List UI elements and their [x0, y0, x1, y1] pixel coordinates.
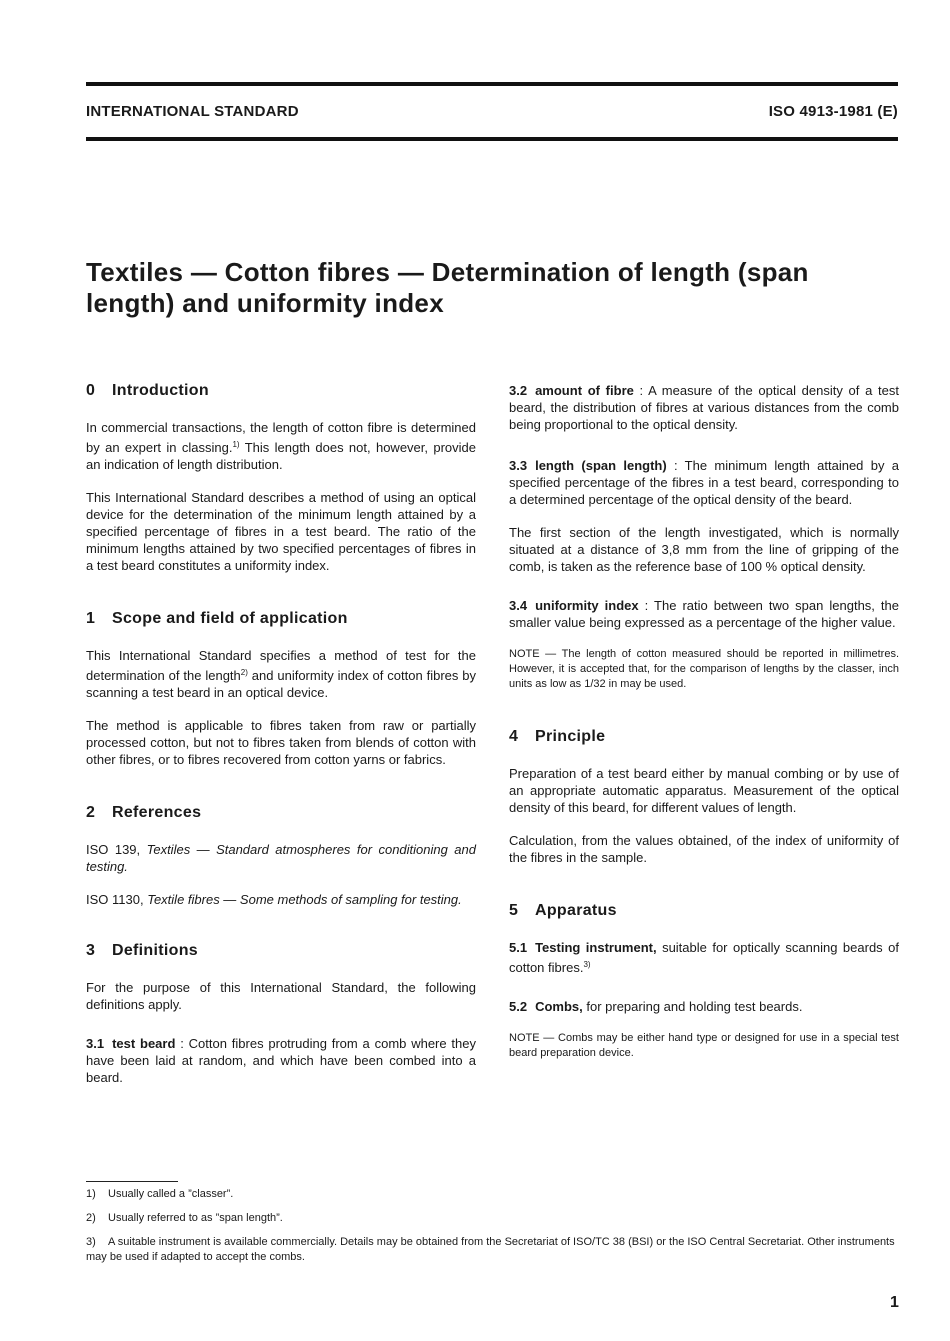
section-title: Definitions: [112, 942, 198, 959]
title-line-1: Textiles — Cotton fibres — Determination of length (span: [86, 257, 809, 287]
header-doc-id: ISO 4913-1981 (E): [768, 103, 898, 120]
footnote-rule: [86, 1181, 178, 1182]
footnote-text: Usually referred to as ”span length”.: [108, 1212, 283, 1224]
defined-term: test beard: [112, 1036, 176, 1051]
section-title: Principle: [535, 728, 606, 745]
footnote-2: [86, 1211, 906, 1226]
defined-term: amount of fibre: [535, 383, 634, 398]
principle-paragraph-1: Preparation of a test beard either by manual combing or by use of an appropriate automatic apparatus. Measurement of the optical density of this beard, for different values of length.: [509, 766, 899, 815]
section-principle-heading: [509, 728, 899, 745]
footnote-text: A suitable instrument is available commercially. Details may be obtained from the Secretariat of ISO/TC 38 (BSI) or the ISO Central Secretariat. Other instruments may be used if adapted to accept the combs.: [86, 1236, 895, 1263]
definition-3-2: [509, 382, 899, 433]
apparatus-5-1: [509, 939, 899, 976]
clause-number: 5.2: [509, 999, 528, 1014]
definition-3-4: [509, 597, 899, 631]
left-column: [86, 382, 476, 1102]
section-references-heading: [86, 804, 476, 821]
header-bottom-rule: [86, 137, 898, 141]
title-line-2: length) and uniformity index: [86, 288, 444, 318]
footnote-number: 1): [86, 1188, 96, 1200]
clause-text: suitable for optically scanning beards of cotton fibres.: [509, 940, 899, 975]
defined-term: Combs,: [535, 999, 583, 1014]
scope-paragraph-2: The method is applicable to fibres taken from raw or partially processed cotton, but not to fibres taken from blends of cotton with other fibres, or to fibres recovered from cotton yarns or fabrics.: [86, 718, 476, 767]
apparatus-5-2: [509, 998, 899, 1015]
clause-text: for preparing and holding test beards.: [582, 999, 803, 1014]
section-introduction-heading: [86, 382, 476, 399]
clause-number: 3.2: [509, 383, 528, 398]
text: This International Standard specifies a method of test for the determination of the length: [86, 648, 476, 683]
page-number: 1: [890, 1294, 899, 1311]
clause-number: 5.1: [509, 940, 528, 955]
footnote-number: 2): [86, 1212, 96, 1224]
page-title: [86, 257, 906, 319]
intro-paragraph-1: [86, 419, 476, 473]
section-number: 1: [86, 610, 96, 627]
principle-paragraph-2: Calculation, from the values obtained, of the index of uniformity of the fibres in the sample.: [509, 833, 899, 865]
header-top-rule: [86, 82, 898, 86]
definition-text: : The minimum length attained by a specified percentage of the fibres in a test beard, corresponding to a determined percentage of the optical density of the beard.: [509, 458, 899, 507]
section-number: 3: [86, 942, 96, 959]
clause-number: 3.3: [509, 458, 528, 473]
defined-term: Testing instrument,: [535, 940, 657, 955]
definition-3-3: [509, 457, 899, 508]
reference-code: ISO 139,: [86, 842, 141, 857]
footnote-ref: 2): [240, 668, 248, 677]
defined-term: uniformity index: [535, 598, 639, 613]
definition-text: : Cotton fibres protruding from a comb where they have been laid at random, and which have been combed into a beard.: [86, 1036, 476, 1085]
section-number: 0: [86, 382, 96, 399]
definition-3-3-paragraph-2: The first section of the length investigated, which is normally situated at a distance of 3,8 mm from the line of gripping of the comb, is taken as the reference base of 100 % optical density.: [509, 525, 899, 574]
clause-number: 3.4: [509, 598, 528, 613]
reference-iso-139: [86, 841, 476, 875]
section-number: 5: [509, 902, 519, 919]
section-title: Apparatus: [535, 902, 617, 919]
footnote-number: 3): [86, 1236, 96, 1248]
text: This length does not, however, provide an indication of length distribution.: [86, 440, 476, 472]
clause-number: 3.1: [86, 1036, 105, 1051]
definitions-note: NOTE — The length of cotton measured should be reported in millimetres. However, it is accepted that, for the comparison of lengths by the classer, inch units as low as 1/32 in may be used.: [509, 648, 899, 690]
section-title: Scope and field of application: [112, 610, 348, 627]
definition-text: : A measure of the optical density of a test beard, the distribution of fibres at various distances from the comb being proportional to the optical density.: [509, 383, 899, 432]
definitions-intro: For the purpose of this International Standard, the following definitions apply.: [86, 980, 476, 1012]
text: In commercial transactions, the length of cotton fibre is determined by an expert in classing.: [86, 420, 476, 455]
apparatus-note: NOTE — Combs may be either hand type or designed for use in a special test beard preparation device.: [509, 1032, 899, 1059]
footnote-ref: 1): [232, 440, 240, 449]
section-definitions-heading: [86, 942, 476, 959]
right-column: [509, 382, 899, 1077]
intro-paragraph-2: This International Standard describes a method of using an optical device for the determination of the minimum length attained by a specified percentage of fibres in a test beard. The ratio of the minimum lengths attained by two specified percentages of fibres in a test beard constitutes a uniformity index.: [86, 490, 476, 573]
section-apparatus-heading: [509, 902, 899, 919]
footnote-ref: 3): [583, 960, 591, 969]
section-number: 2: [86, 804, 96, 821]
section-title: Introduction: [112, 382, 209, 399]
text: and uniformity index of cotton fibres by scanning a test beard in an optical device.: [86, 668, 476, 700]
definition-text: : The ratio between two span lengths, the smaller value being expressed as a percentage of the higher value.: [509, 598, 899, 630]
reference-title: Textiles — Standard atmospheres for conditioning and testing.: [86, 842, 476, 874]
definition-3-1: [86, 1035, 476, 1086]
section-scope-heading: [86, 610, 476, 627]
defined-term: length (span length): [535, 458, 667, 473]
header-doc-type: INTERNATIONAL STANDARD: [86, 103, 299, 120]
reference-title: Textile fibres — Some methods of sampling for testing.: [147, 892, 462, 907]
footnote-text: Usually called a ”classer”.: [108, 1188, 234, 1200]
footnote-1: [86, 1187, 906, 1202]
footnote-3: [86, 1235, 906, 1265]
scope-paragraph-1: [86, 647, 476, 701]
section-title: References: [112, 804, 202, 821]
reference-iso-1130: [86, 891, 476, 908]
section-number: 4: [509, 728, 519, 745]
reference-code: ISO 1130,: [86, 892, 144, 907]
